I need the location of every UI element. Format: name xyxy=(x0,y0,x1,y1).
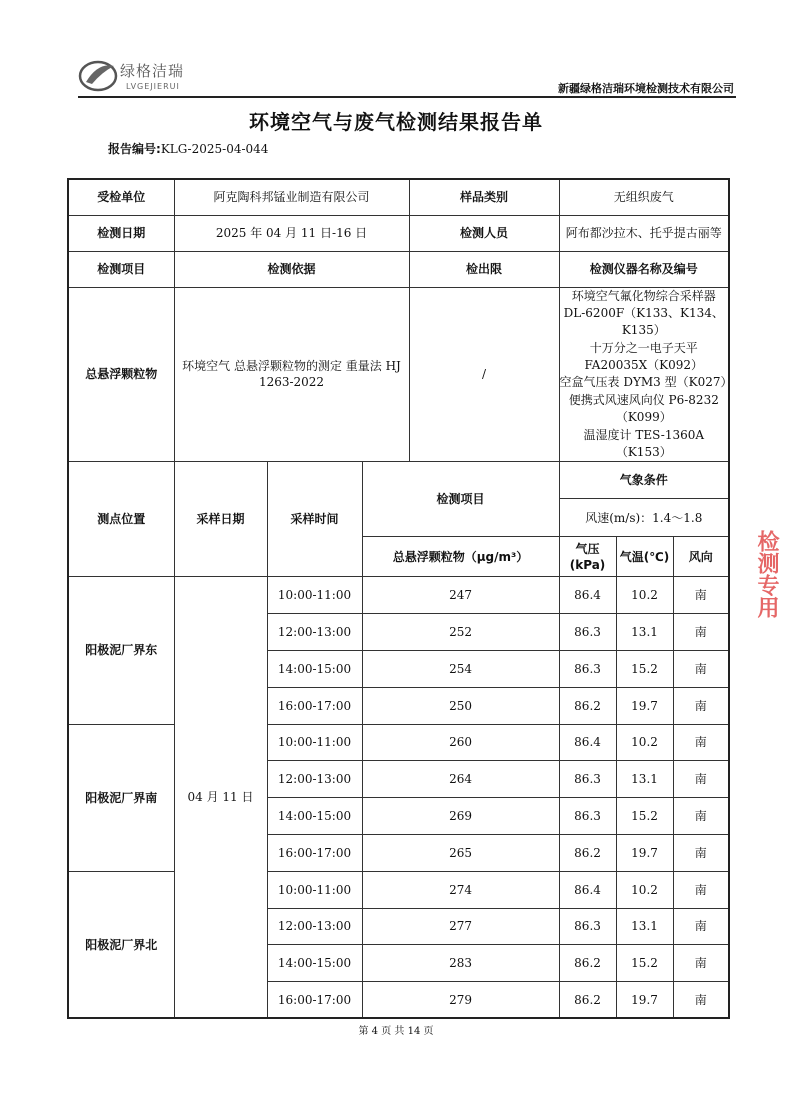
tsp-value-cell: 264 xyxy=(362,761,559,798)
wind-dir-cell: 南 xyxy=(673,834,729,871)
time-cell: 16:00-17:00 xyxy=(267,834,362,871)
point-cell: 阳极泥厂界南 xyxy=(68,724,174,871)
table-row xyxy=(68,871,729,908)
wind-dir-cell: 南 xyxy=(673,945,729,982)
time-cell: 12:00-13:00 xyxy=(267,761,362,798)
wind-dir-cell: 南 xyxy=(673,871,729,908)
tsp-value-cell: 254 xyxy=(362,651,559,688)
tsp-value-cell: 283 xyxy=(362,945,559,982)
report-number-value: KLG-2025-04-044 xyxy=(160,142,269,156)
time-cell: 16:00-17:00 xyxy=(267,982,362,1019)
header-tsp: 总悬浮颗粒物（μg/m³） xyxy=(362,537,559,577)
temp-cell: 13.1 xyxy=(616,761,673,798)
item-value: 总悬浮颗粒物 xyxy=(68,287,174,462)
basis-value: 环境空气 总悬浮颗粒物的测定 重量法 HJ 1263-2022 xyxy=(174,287,409,462)
tsp-value-cell: 274 xyxy=(362,871,559,908)
tsp-value-cell: 247 xyxy=(362,577,559,614)
logo-text: 绿格洁瑞 xyxy=(120,62,185,80)
pressure-cell: 86.3 xyxy=(559,614,616,651)
date-label: 检测日期 xyxy=(68,215,174,251)
report-number-label: 报告编号: xyxy=(108,142,161,156)
time-cell: 14:00-15:00 xyxy=(267,651,362,688)
header-divider xyxy=(78,96,736,98)
time-cell: 10:00-11:00 xyxy=(267,577,362,614)
wind-dir-cell: 南 xyxy=(673,761,729,798)
instrument-line: 十万分之一电子天平 FA20035X（K092） xyxy=(584,340,704,373)
sample-type-value: 无组织废气 xyxy=(559,179,729,215)
point-cell: 阳极泥厂界东 xyxy=(68,577,174,724)
staff-label: 检测人员 xyxy=(409,215,559,251)
results-table xyxy=(67,178,733,1019)
instrument-line: 环境空气氟化物综合采样器 xyxy=(571,288,716,303)
temp-cell: 15.2 xyxy=(616,651,673,688)
limit-label: 检出限 xyxy=(409,251,559,287)
pressure-cell: 86.2 xyxy=(559,834,616,871)
date-value: 2025 年 04 月 11 日-16 日 xyxy=(174,215,409,251)
point-cell: 阳极泥厂界北 xyxy=(68,871,174,1018)
temp-cell: 13.1 xyxy=(616,614,673,651)
time-cell: 12:00-13:00 xyxy=(267,908,362,945)
pressure-cell: 86.3 xyxy=(559,651,616,688)
header-wind-speed: 风速(m/s)：1.4～1.8 xyxy=(559,499,729,537)
sample-date-cell: 04 月 11 日 xyxy=(174,577,267,1019)
wind-dir-cell: 南 xyxy=(673,908,729,945)
item-label: 检测项目 xyxy=(68,251,174,287)
client-label: 受检单位 xyxy=(68,179,174,215)
time-cell: 10:00-11:00 xyxy=(267,724,362,761)
time-cell: 14:00-15:00 xyxy=(267,945,362,982)
result-body xyxy=(68,577,729,1019)
tsp-value-cell: 269 xyxy=(362,798,559,835)
pressure-cell: 86.3 xyxy=(559,908,616,945)
temp-cell: 10.2 xyxy=(616,871,673,908)
header-date: 采样日期 xyxy=(174,462,267,577)
tsp-value-cell: 250 xyxy=(362,687,559,724)
page-number: 第 4 页 共 14 页 xyxy=(358,1026,434,1037)
sample-type-label: 样品类别 xyxy=(409,179,559,215)
instrument-line: DL-6200F（K133、K134、K135） xyxy=(563,305,724,338)
temp-cell: 19.7 xyxy=(616,834,673,871)
temp-cell: 13.1 xyxy=(616,908,673,945)
header-weather: 气象条件 xyxy=(559,462,729,499)
temp-cell: 15.2 xyxy=(616,945,673,982)
company-name: 新疆绿格洁瑞环境检测技术有限公司 xyxy=(558,82,734,95)
time-cell: 16:00-17:00 xyxy=(267,687,362,724)
wind-dir-cell: 南 xyxy=(673,798,729,835)
pressure-cell: 86.4 xyxy=(559,577,616,614)
instrument-line: 空盒气压表 DYM3 型（K027） xyxy=(559,375,733,390)
tsp-value-cell: 265 xyxy=(362,834,559,871)
header-pressure: 气压(kPa) xyxy=(559,537,616,577)
pressure-cell: 86.4 xyxy=(559,871,616,908)
time-cell: 12:00-13:00 xyxy=(267,614,362,651)
instrument-list xyxy=(559,287,733,462)
pressure-cell: 86.4 xyxy=(559,724,616,761)
temp-cell: 10.2 xyxy=(616,577,673,614)
table-row xyxy=(68,724,729,761)
wind-dir-cell: 南 xyxy=(673,651,729,688)
client-value: 阿克陶科邦锰业制造有限公司 xyxy=(174,179,409,215)
time-cell: 14:00-15:00 xyxy=(267,798,362,835)
header-wind-dir: 风向 xyxy=(673,537,729,577)
wind-dir-cell: 南 xyxy=(673,724,729,761)
header-point: 测点位置 xyxy=(68,462,174,577)
temp-cell: 19.7 xyxy=(616,982,673,1019)
table-row xyxy=(68,577,729,614)
logo-subtext: LVGEJIERUI xyxy=(126,82,180,91)
instrument-line: 温湿度计 TES-1360A（K153） xyxy=(583,427,705,460)
tsp-value-cell: 279 xyxy=(362,982,559,1019)
limit-value: / xyxy=(409,287,559,462)
basis-label: 检测依据 xyxy=(174,251,409,287)
header-time: 采样时间 xyxy=(267,462,362,577)
temp-cell: 15.2 xyxy=(616,798,673,835)
pressure-cell: 86.2 xyxy=(559,982,616,1019)
footer-divider xyxy=(78,1018,714,1019)
pressure-cell: 86.2 xyxy=(559,945,616,982)
wind-dir-cell: 南 xyxy=(673,982,729,1019)
time-cell: 10:00-11:00 xyxy=(267,871,362,908)
pressure-cell: 86.3 xyxy=(559,761,616,798)
header-temp: 气温(℃) xyxy=(616,537,673,577)
pressure-cell: 86.2 xyxy=(559,687,616,724)
pressure-cell: 86.3 xyxy=(559,798,616,835)
page-title: 环境空气与废气检测结果报告单 xyxy=(249,110,543,134)
header-item: 检测项目 xyxy=(362,462,559,537)
temp-cell: 10.2 xyxy=(616,724,673,761)
red-stamp: 检测专用 xyxy=(754,530,780,618)
instrument-label: 检测仪器名称及编号 xyxy=(559,251,729,287)
wind-dir-cell: 南 xyxy=(673,687,729,724)
staff-value: 阿布都沙拉木、托乎提古丽等 xyxy=(559,215,729,251)
report-number xyxy=(108,140,268,157)
company-logo-icon xyxy=(78,58,126,94)
tsp-value-cell: 252 xyxy=(362,614,559,651)
tsp-value-cell: 260 xyxy=(362,724,559,761)
temp-cell: 19.7 xyxy=(616,687,673,724)
instrument-line: 便携式风速风向仪 P6-8232（K099） xyxy=(568,392,719,425)
wind-dir-cell: 南 xyxy=(673,577,729,614)
wind-dir-cell: 南 xyxy=(673,614,729,651)
tsp-value-cell: 277 xyxy=(362,908,559,945)
